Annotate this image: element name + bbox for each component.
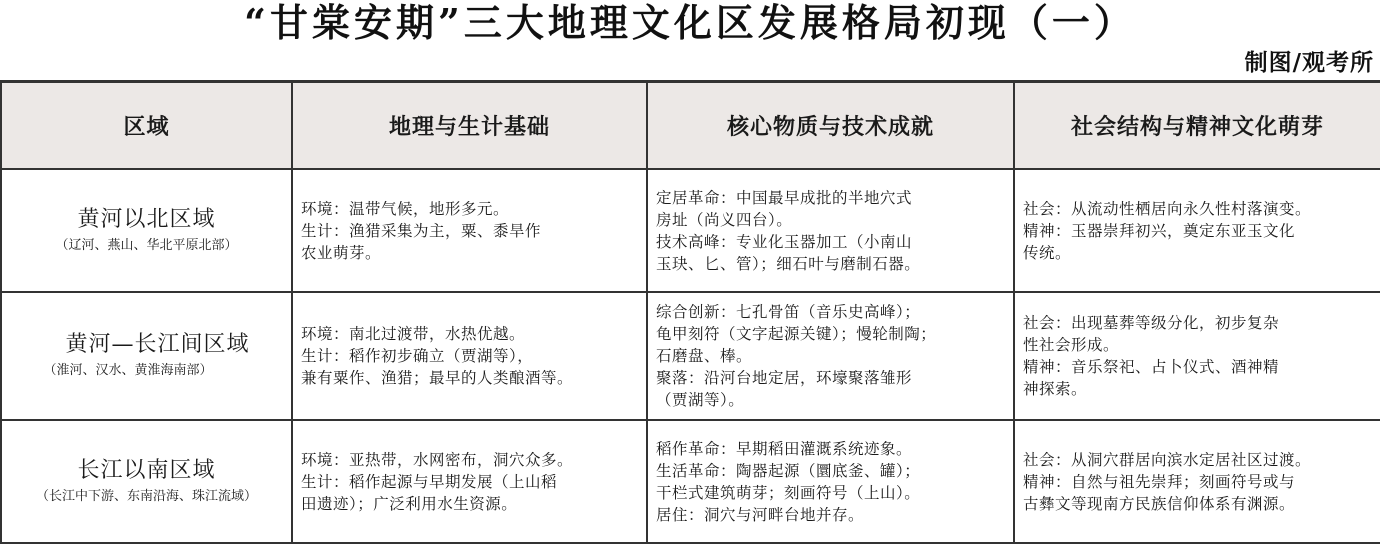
tech-line: 居住：洞穴与河畔台地并存。 — [656, 505, 865, 524]
geo-line: 环境：温带气候，地形多元。 — [301, 199, 510, 218]
tech-line: 龟甲刻符（文字起源关键）；慢轮制陶； — [656, 325, 937, 343]
society-line: 社会：出现墓葬等级分化，初步复杂 — [1023, 314, 1280, 332]
society-line: 社会：从洞穴群居向滨水定居社区过渡。 — [1023, 450, 1312, 469]
geo-line: 田遗迹）；广泛利用水生资源。 — [301, 494, 518, 513]
geo-line: 兼有粟作、渔猎；最早的人类酿酒等。 — [301, 369, 574, 387]
table-row — [1, 420, 1380, 543]
society-line: 社会：从流动性栖居向永久性村落演变。 — [1023, 199, 1312, 218]
society-line: 精神：自然与祖先崇拜；刻画符号或与 — [1023, 472, 1296, 491]
table-row — [1, 169, 1380, 292]
tech-line: 生活革命：陶器起源（圜底釜、罐）； — [656, 461, 921, 480]
society-line: 精神：玉器崇拜初兴，奠定东亚玉文化 — [1023, 221, 1296, 240]
tech-line: 房址（尚义四台）。 — [656, 210, 793, 229]
region-name: 长江以南区域 — [77, 457, 216, 483]
region-cell — [1, 169, 292, 292]
geo-line: 环境：南北过渡带，水热优越。 — [301, 325, 526, 343]
society-line: 性社会形成。 — [1023, 336, 1120, 354]
culture-table — [0, 80, 1380, 544]
geo-line: 生计：稻作初步确立（贾湖等）， — [301, 347, 534, 365]
header-geo: 地理与生计基础 — [292, 82, 647, 170]
society-cell — [1014, 420, 1380, 543]
region-subtitle: （辽河、燕山、华北平原北部） — [55, 237, 238, 253]
region-cell — [1, 292, 292, 420]
geo-cell — [292, 420, 647, 543]
region-cell — [1, 420, 292, 543]
region-name: 黄河—长江间区域 — [65, 332, 250, 357]
header-society: 社会结构与精神文化萌芽 — [1014, 82, 1380, 170]
tech-line: 玉玦、匕、管）；细石叶与磨制石器。 — [656, 254, 921, 273]
region-name: 黄河以北区域 — [77, 206, 216, 232]
tech-line: 聚落：沿河台地定居，环壕聚落雏形 — [656, 369, 913, 387]
tech-line: 稻作革命：早期稻田灌溉系统迹象。 — [656, 439, 913, 458]
tech-line: （贾湖等）。 — [656, 391, 745, 409]
society-line: 古彝文等现南方民族信仰体系有渊源。 — [1023, 494, 1296, 513]
tech-line: 石磨盘、棒。 — [656, 347, 753, 365]
tech-line: 干栏式建筑萌芽；刻画符号（上山）。 — [656, 483, 921, 502]
region-subtitle: （长江中下游、东南沿海、珠江流域） — [35, 488, 257, 504]
table-row — [1, 292, 1380, 420]
geo-cell — [292, 169, 647, 292]
geo-line: 生计：渔猎采集为主，粟、黍旱作 — [301, 221, 542, 240]
credit-label: 制图/观考所 — [1244, 49, 1374, 76]
tech-cell — [647, 292, 1014, 420]
header-row — [1, 82, 1380, 170]
tech-line: 综合创新：七孔骨笛（音乐史高峰）； — [656, 303, 921, 321]
tech-line: 定居革命：中国最早成批的半地穴式 — [656, 188, 913, 207]
geo-line: 生计：稻作起源与早期发展（上山稻 — [301, 472, 558, 491]
tech-cell — [647, 169, 1014, 292]
society-line: 神探索。 — [1023, 380, 1088, 398]
geo-line: 环境：亚热带，水网密布，洞穴众多。 — [301, 450, 574, 469]
header-region: 区域 — [1, 82, 292, 170]
tech-cell — [647, 420, 1014, 543]
society-cell — [1014, 292, 1380, 420]
geo-cell — [292, 292, 647, 420]
tech-line: 技术高峰：专业化玉器加工（小南山 — [656, 232, 913, 251]
geo-line: 农业萌芽。 — [301, 243, 382, 262]
society-line: 传统。 — [1023, 243, 1072, 262]
page-title: “甘棠安期”三大地理文化区发展格局初现（一） — [244, 0, 1136, 45]
region-subtitle: （淮河、汉水、黄淮海南部） — [43, 363, 213, 378]
header-tech: 核心物质与技术成就 — [647, 82, 1014, 170]
society-line: 精神：音乐祭祀、占卜仪式、酒神精 — [1023, 358, 1280, 376]
society-cell — [1014, 169, 1380, 292]
